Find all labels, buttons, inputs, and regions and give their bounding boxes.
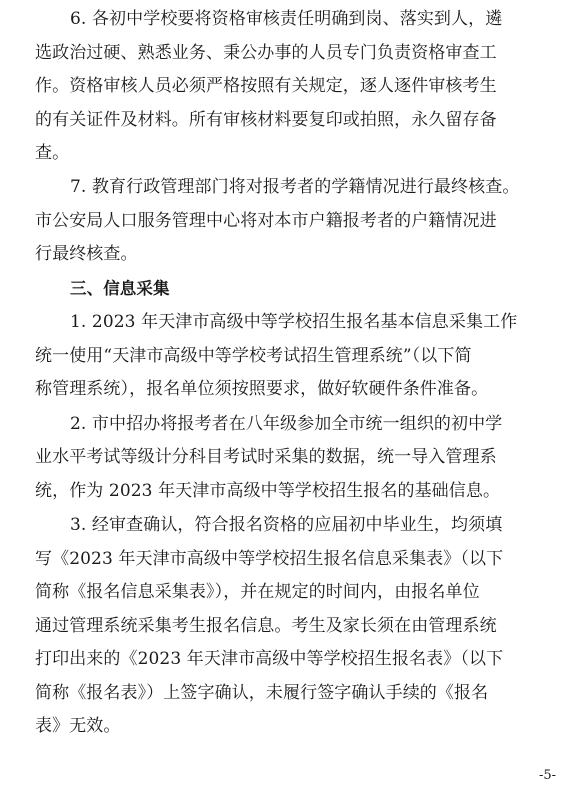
text-line: 统，作为 2023 年天津市高级中等学校招生报名的基础信息。	[35, 481, 501, 501]
text-line: 1. 2023 年天津市高级中等学校招生报名基本信息采集工作	[70, 312, 518, 332]
text-line: 3. 经审查确认，符合报名资格的应届初中毕业生，均须填	[70, 515, 503, 535]
text-line: 业水平考试等级计分科目考试时采集的数据，统一导入管理系	[35, 447, 497, 467]
text-line: 查。	[35, 143, 70, 163]
text-line: 市公安局人口服务管理中心将对本市户籍报考者的户籍情况进	[35, 211, 497, 231]
text-line: 2. 市中招办将报考者在八年级参加全市统一组织的初中学	[70, 414, 503, 434]
text-line: 行最终核查。	[35, 244, 138, 264]
text-line: 表》无效。	[35, 716, 121, 736]
text-line: 称管理系统），报名单位须按照要求，做好软硬件条件准备。	[35, 379, 489, 399]
text-line: 简称《报名信息采集表》），并在规定的时间内，由报名单位	[35, 582, 480, 602]
text-line: 作。资格审核人员必须严格按照有关规定，逐人逐件审核考生	[35, 76, 497, 96]
text-line: 选政治过硬、熟悉业务、秉公办事的人员专门负责资格审查工	[35, 43, 497, 63]
text-line: 简称《报名表》）上签字确认，未履行签字确认手续的《报名	[35, 683, 489, 703]
text-line: 的有关证件及材料。所有审核材料要复印或拍照，永久留存备	[35, 110, 497, 130]
text-line: 6. 各初中学校要将资格审核责任明确到岗、落实到人，遴	[70, 9, 503, 29]
section-heading: 三、信息采集	[70, 279, 170, 298]
text-line: 通过管理系统采集考生报名信息。考生及家长须在由管理系统	[35, 616, 497, 636]
text-line: 统一使用“天津市高级中等学校考试招生管理系统”（以下简	[35, 346, 472, 366]
text-line: 打印出来的《2023 年天津市高级中等学校招生报名表》（以下	[35, 649, 504, 669]
text-line: 写《2023 年天津市高级中等学校招生报名信息采集表》（以下	[35, 549, 504, 569]
page-number: -5-	[538, 768, 556, 783]
text-line: 7. 教育行政管理部门将对报考者的学籍情况进行最终核查。	[70, 177, 520, 197]
